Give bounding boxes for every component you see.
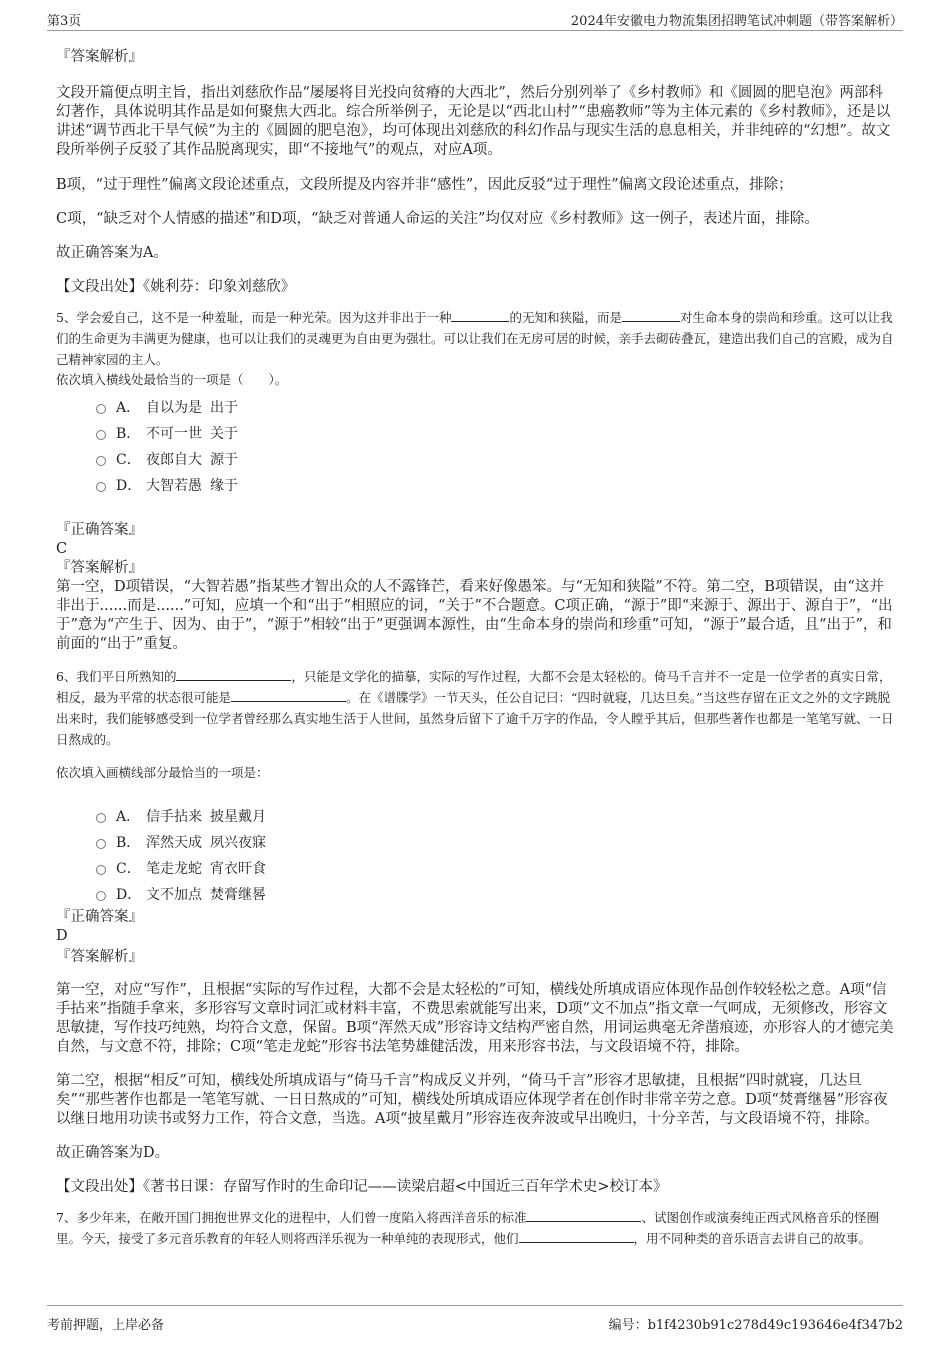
page-number: 第3页 — [47, 14, 82, 29]
radio-button[interactable] — [96, 813, 106, 823]
page-content — [56, 44, 896, 1249]
header-rule — [47, 30, 903, 31]
option-c[interactable]: C． 笔走龙蛇 宵衣旰食 — [56, 856, 896, 882]
correct-answer-heading: 『正确答案』 — [56, 909, 143, 925]
fill-blank — [451, 309, 509, 322]
analysis-paragraph: 第二空，根据“相反”可知，横线处所填成语与“倚马千言”构成反义并列，“倚马千言”形容才思敏捷，且根据“四时就寝，几达旦矣”“那些著作也都是一笔笔写就、一日日熬成的”可知，横线处所填成语应体现学者在创作时非常辛劳之意。D项“焚膏继晷”形容夜以继日地用功读书或努力工作，符合文意，当选。A项“披星戴月”形容连夜奔波或早出晚归，十分辛苦，与文段语境不符，排除。 — [56, 1073, 888, 1127]
analysis-paragraph: 第一空，D项错误，“大智若愚”指某些才智出众的人不露锋芒，看来好像愚笨。与“无知和狭隘”不符。第二空，B项错误，由“这并非出于......而是......”可知，应填一个和“出于”相照应的词，“关于”不合题意。C项正确，“源于”即“来源于、源出于、源自于”，“出于”意为“产生于、因为、由于”，“源于”相较“出于”更强调本源性，由“生命本身的崇尚和珍重”可知，“源于”最合适，且“出于”，和前面的“出于”重复。 — [56, 579, 893, 652]
correct-answer-heading: 『正确答案』 — [56, 522, 143, 538]
option-b[interactable]: B． 不可一世 关于 — [56, 421, 896, 447]
final-answer: 故正确答案为A。 — [56, 245, 168, 261]
fill-blank — [176, 668, 291, 681]
final-answer: 故正确答案为D。 — [56, 1145, 170, 1161]
option-a[interactable]: A． 自以为是 出于 — [56, 395, 896, 421]
analysis-paragraph: 文段开篇便点明主旨，指出刘慈欣作品“屡屡将目光投向贫瘠的大西北”，然后分别列举了《乡村教师》和《圆圆的肥皂泡》两部科幻著作，具体说明其作品是如何聚焦大西北。综合所举例子，无论是以“西北山村”“患癌教师”等为主体元素的《乡村教师》，还是以讲述“调节西北干旱气候”为主的《圆圆的肥皂泡》，均可体现出刘慈欣的科幻作品与现实生活的息息相关，并非纯碎的“幻想”。故文段所举例子反驳了其作品脱离现实，即“不接地气”的观点，对应A项。 — [56, 85, 891, 158]
analysis-paragraph: B项，“过于理性”偏离文段论述重点，文段所提及内容并非“感性”，因此反驳“过于理性”偏离文段论述重点，排除； — [56, 177, 793, 193]
analysis-heading: 『答案解析』 — [56, 49, 143, 65]
question-5-options — [56, 395, 896, 499]
question-5-prompt: 依次填入横线处最恰当的一项是（ ）。 — [56, 372, 288, 387]
footer-rule — [47, 1305, 903, 1306]
analysis-paragraph: C项，“缺乏对个人情感的描述”和D项，“缺乏对普通人命运的关注”均仅对应《乡村教师》这一例子，表述片面，排除。 — [56, 211, 819, 227]
radio-button[interactable] — [96, 891, 106, 901]
fill-blank — [622, 309, 680, 322]
option-a[interactable]: A． 信手拈来 披星戴月 — [56, 804, 896, 830]
question-6-prompt: 依次填入画横线部分最恰当的一项是： — [56, 765, 269, 780]
radio-button[interactable] — [96, 482, 106, 492]
radio-button[interactable] — [96, 404, 106, 414]
radio-button[interactable] — [96, 430, 106, 440]
source-citation: 【文段出处】《姚利芬：印象刘慈欣》 — [56, 279, 296, 295]
question-6-options — [56, 804, 896, 908]
question-7-text: 7、多少年来，在敞开国门拥抱世界文化的进程中，人们曾一度陷入将西洋音乐的标准 、试图创作或演奏纯正西式风格音乐的怪圈里。今天，接受了多元音乐教育的年轻人则将西洋乐视为一种单纯的表现形式，他们 ，用不同种类的音乐语言去讲自己的故事。 — [56, 1210, 879, 1246]
option-d[interactable]: D． 大智若愚 缘于 — [56, 473, 896, 499]
correct-answer: D — [56, 928, 68, 944]
radio-button[interactable] — [96, 456, 106, 466]
radio-button[interactable] — [96, 839, 106, 849]
analysis-heading: 『答案解析』 — [56, 560, 143, 576]
question-5-text: 5、学会爱自己，这不是一种羞耻，而是一种光荣。因为这并非出于一种 的无知和狭隘，而是 对生命本身的崇尚和珍重。这可以让我们的生命更为丰满更为健康，也可以让我们的灵魂更为自由更为强壮。可以让我们在无房可居的时候，亲手去砌砖叠瓦，建造出我们自己的宫殿，成为自己精神家园的主人。 — [56, 310, 894, 367]
analysis-heading: 『答案解析』 — [56, 949, 143, 965]
fill-blank — [231, 689, 346, 702]
fill-blank — [519, 1230, 634, 1243]
option-c[interactable]: C． 夜郎自大 源于 — [56, 447, 896, 473]
fill-blank — [526, 1209, 641, 1222]
document-id: 编号：b1f4230b91c278d49c193646e4f347b2 — [608, 1318, 903, 1333]
correct-answer: C — [56, 541, 68, 557]
option-d[interactable]: D． 文不加点 焚膏继晷 — [56, 882, 896, 908]
footer-slogan: 考前押题，上岸必备 — [47, 1318, 165, 1333]
question-6-text: 6、我们平日所熟知的 ，只能是文学化的描摹，实际的写作过程，大都不会是太轻松的。倚马千言并不一定是一位学者的真实日常，相反，最为平常的状态很可能是 。在《谱牒学》一节天头，任公自记曰：“四时就寝，几达旦矣。”当这些存留在正文之外的文字跳脱出来时，我们能够感受到一位学者曾经那么真实地生活于人世间，虽然身后留下了逾千万字的作品，令人瞠乎其后，但那些著作也都是一笔笔写就、一日日熬成的。 — [56, 669, 894, 747]
radio-button[interactable] — [96, 865, 106, 875]
page-footer — [0, 1305, 950, 1345]
analysis-paragraph: 第一空，对应“写作”，且根据“实际的写作过程，大都不会是太轻松的”可知，横线处所填成语应体现作品创作较轻松之意。A项“信手拈来”指随手拿来，多形容写文章时词汇或材料丰富，不费思索就能写出来，D项“文不加点”指文章一气呵成，无须修改，形容文思敏捷，写作技巧纯熟，均符合文意，保留。B项“浑然天成”形容诗文结构严密自然，用词运典毫无斧凿痕迹，亦形容人的才德完美自然，与文意不符，排除；C项“笔走龙蛇”形容书法笔势雄健活泼，用来形容书法，与文段语境不符，排除。 — [56, 982, 894, 1055]
page-header — [0, 0, 950, 38]
document-title: 2024年安徽电力物流集团招聘笔试冲刺题（带答案解析） — [570, 14, 903, 29]
option-b[interactable]: B． 浑然天成 夙兴夜寐 — [56, 830, 896, 856]
source-citation: 【文段出处】《著书日课：存留写作时的生命印记——读梁启超<中国近三百年学术史>校订本》 — [56, 1179, 668, 1195]
